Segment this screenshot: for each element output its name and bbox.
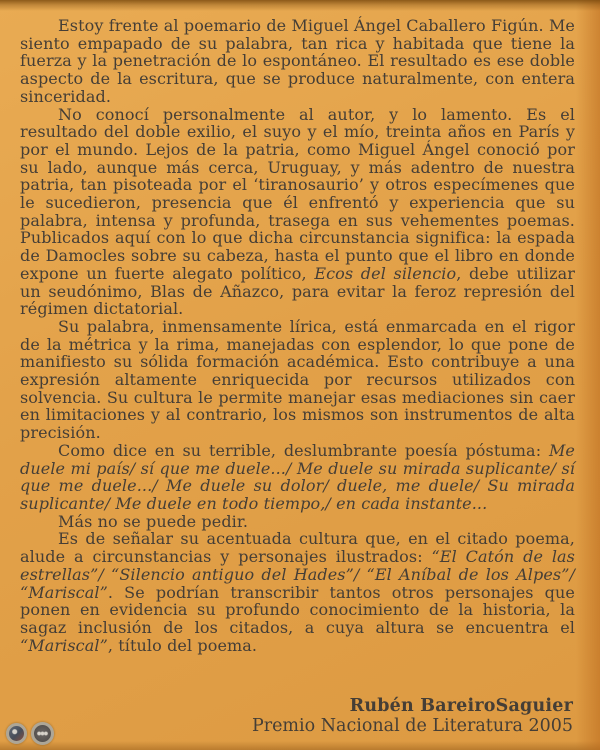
paragraph-4 [20, 442, 575, 513]
medallion-icon-left [6, 723, 27, 744]
paragraph-2 [20, 106, 575, 318]
medallion-icon-right [31, 722, 54, 745]
paragraph-6-text-end: , título del poema. [107, 635, 258, 655]
paragraph-5 [20, 513, 575, 531]
paragraph-6-text-cont: . Se podrían transcribir tantos otros personajes que ponen en evidencia su profundo conocimiento de la historia, la sagaz inclusión de los citados, a cuya altura se encuentra el [20, 582, 575, 637]
personajes-list: “El Catón de las estrellas”/ “Silencio antiguo del Hades”/ “El Aníbal de los Alpes”/ “Mariscal” [20, 547, 575, 602]
paragraph-1-text: Estoy frente al poemario de Miguel Ángel Caballero Figún. Me siento empapado de su palabra, tan rica y habitada que tiene la fuerza y la penetración de lo espontáneo. El resultado es ese doble aspecto de la escritura, que se produce naturalmente, con entera sinceridad. [20, 16, 575, 106]
paragraph-3 [20, 318, 575, 442]
paragraph-6 [20, 530, 575, 654]
paragraph-1 [20, 17, 575, 106]
author-name: Rubén BareiroSaguier [349, 696, 573, 716]
paragraph-6-text: Es de señalar su acentuada cultura que, en el citado poema, alude a circunstancias y personajes ilustrados: [20, 529, 575, 567]
poem-title-mariscal: “Mariscal” [20, 635, 108, 655]
prologue-text [20, 17, 575, 654]
book-title-ecos-del-silencio: Ecos del silencio [314, 263, 457, 283]
paragraph-3-text: Su palabra, inmensamente lírica, está enmarcada en el rigor de la métrica y la rima, manejadas con esplendor, lo que pone de manifiesto su sólida formación académica. Esto contribuye a una expresión altamente enriquecida por recursos utilizados con solvencia. Su cultura le permite manejar esas mediaciones sin caer en limitaciones y al contrario, los mismos son instrumentos de alta precisión. [20, 316, 575, 443]
poem-quote: Me duele mi país/ sí que me duele.../ Me duele su mirada suplicante/ sí que me duele.../ Me duele su dolor/ duele, me duele/ Su mirada suplicante/ Me duele en todo tiempo,/ en cada instante... [20, 440, 575, 513]
paragraph-5-text: Más no se puede pedir. [58, 511, 249, 531]
signature-block [252, 697, 573, 736]
paragraph-4-text: Como dice en su terrible, deslumbrante poesía póstuma: [58, 440, 549, 460]
paragraph-2-text: No conocí personalmente al autor, y lo lamento. Es el resultado del doble exilio, el suyo y el mío, treinta años en París y por el mundo. Lejos de la patria, como Miguel Ángel conoció por su lado, aunque más cerca, Uruguay, y más adentro de nuestra patria, tan pisoteada por el ‘tiranosaurio’ y otros especímenes que le sucedieron, presencia que él enfrentó y experiencia que su palabra, intensa y profunda, trasega en sus vehementes poemas. Publicados aquí con lo que dicha circunstancia significa: la espada de Damocles sobre su cabeza, hasta el punto que el libro en donde expone un fuerte alegato político, [20, 104, 575, 283]
bottom-left-stamps [6, 722, 54, 745]
paragraph-2-text-cont: , debe utilizar un seudónimo, Blas de Añazco, para evitar la feroz represión del régimen dictatorial. [20, 263, 575, 319]
award-line: Premio Nacional de Literatura 2005 [251, 715, 573, 736]
